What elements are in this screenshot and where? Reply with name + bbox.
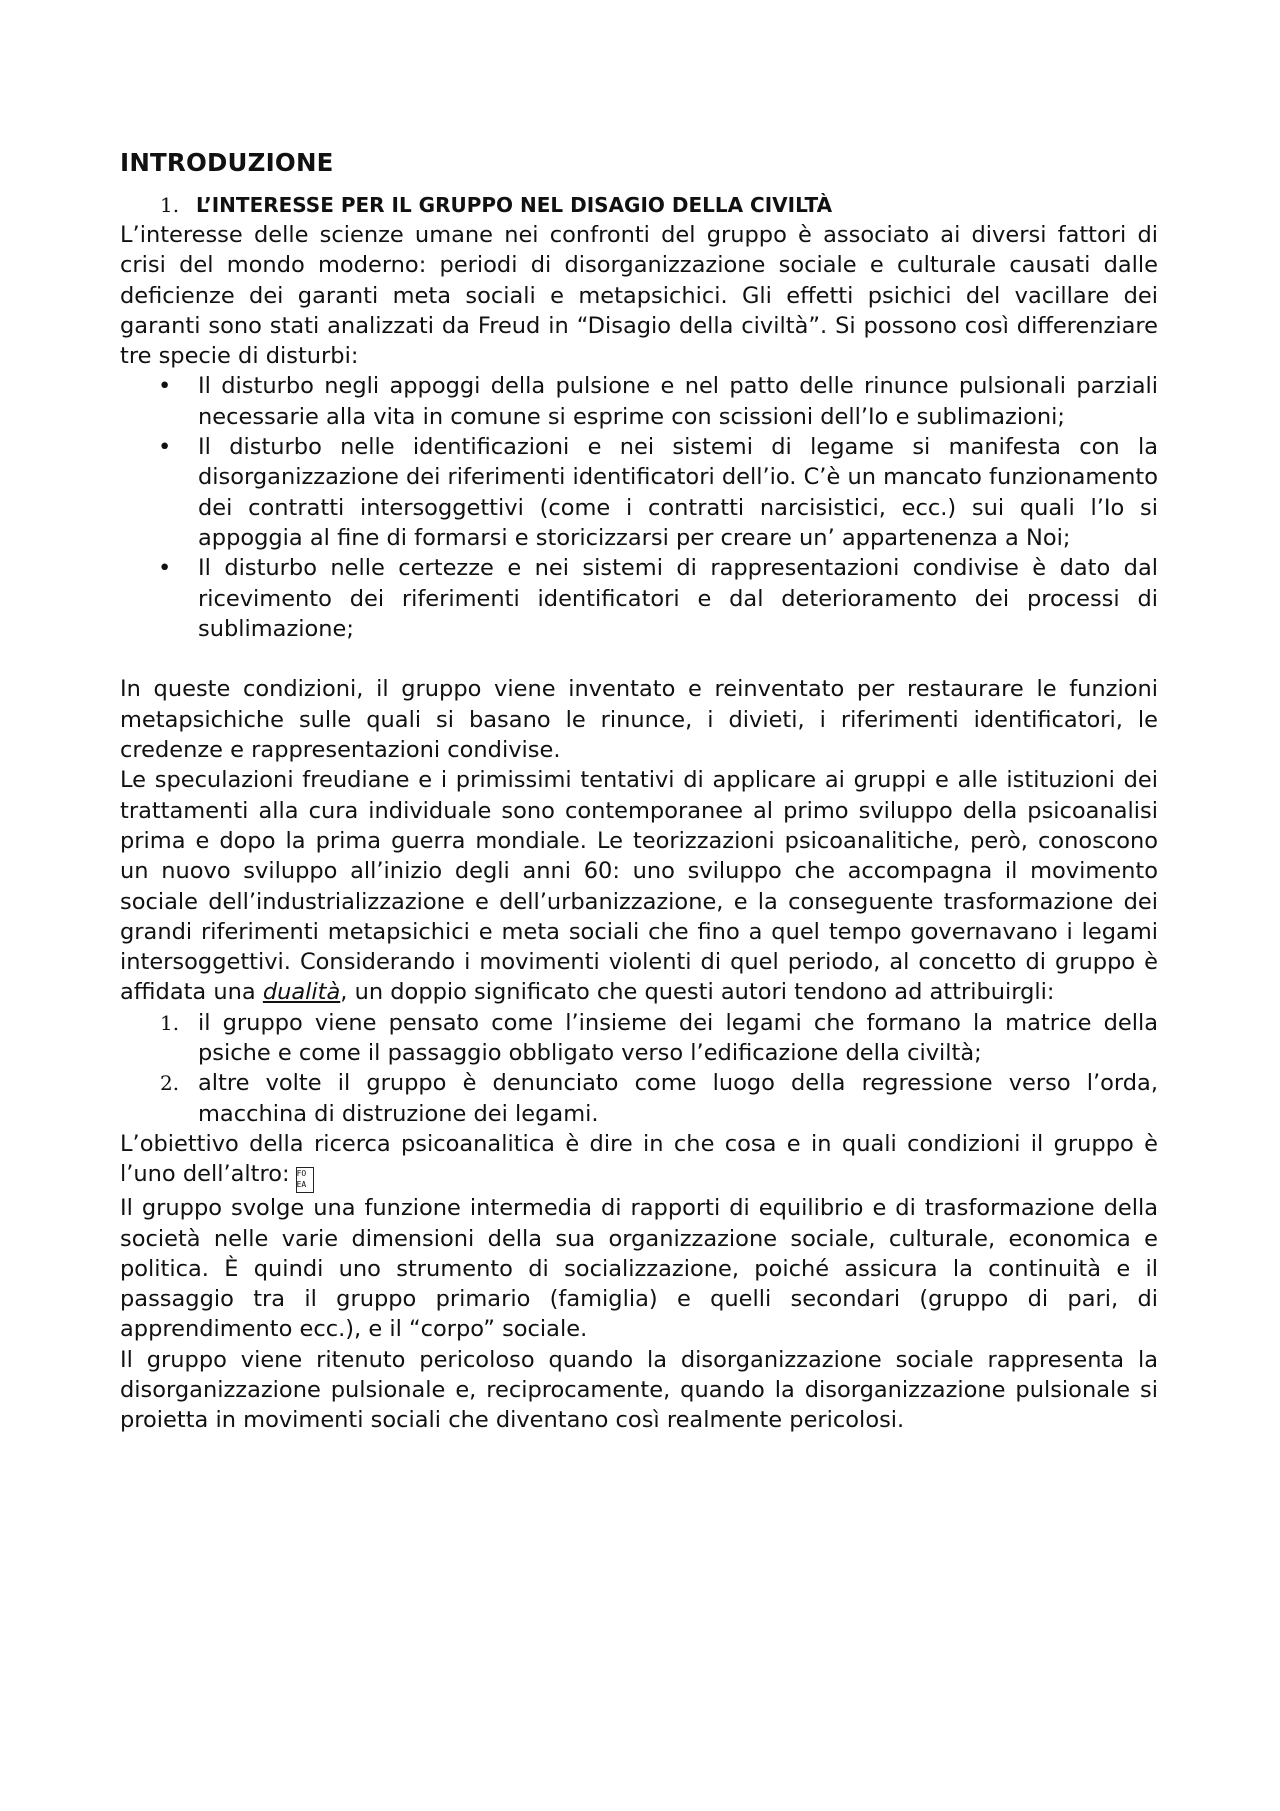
- bullet-marker: •: [158, 434, 172, 461]
- section-heading-text: L’INTERESSE PER IL GRUPPO NEL DISAGIO DELLA CIVILTÀ: [196, 193, 833, 217]
- list-item-text: Il disturbo nelle certezze e nei sistemi di rappresentazioni condivise è dato dal ricevimento dei riferimenti identificatori e dal deterioramento dei processi di sublimazione;: [198, 555, 1158, 642]
- list-item-text: Il disturbo negli appoggi della pulsione e nel patto delle rinunce pulsionali parziali necessarie alla vita in comune si esprime con scissioni dell’Io e sublimazioni;: [198, 373, 1158, 430]
- list-item: [120, 1008, 1158, 1069]
- list-item: [120, 371, 1158, 432]
- document-page: [120, 148, 1158, 1436]
- paragraph: [120, 765, 1158, 1007]
- blank-line: [120, 644, 1158, 674]
- duality-list: [120, 1008, 1158, 1129]
- list-item-text: il gruppo viene pensato come l’insieme dei legami che formano la matrice della psiche e come il passaggio obbligato verso l’edificazione della civiltà;: [198, 1009, 1158, 1067]
- emphasis-duality: dualità: [262, 979, 341, 1006]
- bullet-marker: •: [158, 555, 172, 582]
- paragraph: In queste condizioni, il gruppo viene inventato e reinventato per restaurare le funzioni metapsichiche sulle quali si basano le rinunce, i divieti, i riferimenti identificatori, le credenze e rappresentazioni condivise.: [120, 676, 1158, 764]
- list-number: 2.: [160, 1071, 180, 1096]
- paragraph: [120, 1129, 1158, 1193]
- section-number: 1.: [160, 193, 180, 217]
- list-item: [120, 1068, 1158, 1129]
- list-item-text: Il disturbo nelle identificazioni e nei sistemi di legame si manifesta con la disorganizzazione dei riferimenti identificatori dell’io. C’è un mancato funzionamento dei contratti intersoggettivi (come i contratti narcisistici, ecc.) sui quali l’Io si appoggia al fine di formarsi e storicizzarsi per creare un’ appartenenza a Noi;: [198, 434, 1158, 551]
- bullet-marker: •: [158, 373, 172, 400]
- list-item: [120, 432, 1158, 553]
- paragraph-text: L’obiettivo della ricerca psicoanalitica è dire in che cosa e in quali condizioni il gruppo è l’uno dell’altro:: [120, 1130, 1158, 1188]
- disturbances-list: [120, 371, 1158, 644]
- paragraph: Il gruppo viene ritenuto pericoloso quando la disorganizzazione sociale rappresenta la disorganizzazione pulsionale e, reciprocamente, quando la disorganizzazione pulsionale si proietta in movimenti sociali che diventano così realmente pericolosi.: [120, 1346, 1158, 1434]
- form-field-icon: FO EA: [296, 1167, 314, 1193]
- list-item-text: altre volte il gruppo è denunciato come luogo della regressione verso l’orda, macchina di distruzione dei legami.: [198, 1070, 1158, 1127]
- paragraph-text: Le speculazioni freudiane e i primissimi tentativi di applicare ai gruppi e alle istituzioni dei trattamenti alla cura individuale sono contemporanee al primo sviluppo della psicoanalisi prima e dopo la prima guerra mondiale. Le teorizzazioni psicoanalitiche, però, conoscono un nuovo sviluppo all’inizio degli anni 60: uno sviluppo che accompagna il movimento sociale dell’industrializzazione e dell’urbanizzazione, e la conseguente trasformazione dei grandi riferimenti metapsichici e meta sociali che fino a quel tempo governavano i legami intersoggettivi. Considerando i movimenti violenti di quel periodo, al concetto di gruppo è affidata una: [120, 767, 1158, 1006]
- section-heading: [120, 190, 1158, 220]
- list-number: 1.: [160, 1010, 180, 1035]
- list-item: [120, 553, 1158, 644]
- paragraph-text: , un doppio significato che questi autori tendono ad attribuirgli:: [340, 979, 1055, 1006]
- paragraph: Il gruppo svolge una funzione intermedia di rapporti di equilibrio e di trasformazione della società nelle varie dimensioni della sua organizzazione sociale, culturale, economica e politica. È quindi uno strumento di socializzazione, poiché assicura la continuità e il passaggio tra il gruppo primario (famiglia) e quelli secondari (gruppo di pari, di apprendimento ecc.), e il “corpo” sociale.: [120, 1195, 1158, 1343]
- document-title: INTRODUZIONE: [120, 148, 334, 177]
- intro-paragraph: L’interesse delle scienze umane nei confronti del gruppo è associato ai diversi fattori di crisi del mondo moderno: periodi di disorganizzazione sociale e culturale causati dalle deficienze dei garanti meta sociali e metapsichici. Gli effetti psichici del vacillare dei garanti sono stati analizzati da Freud in “Disagio della civiltà”. Si possono così differenziare tre specie di disturbi:: [120, 222, 1158, 370]
